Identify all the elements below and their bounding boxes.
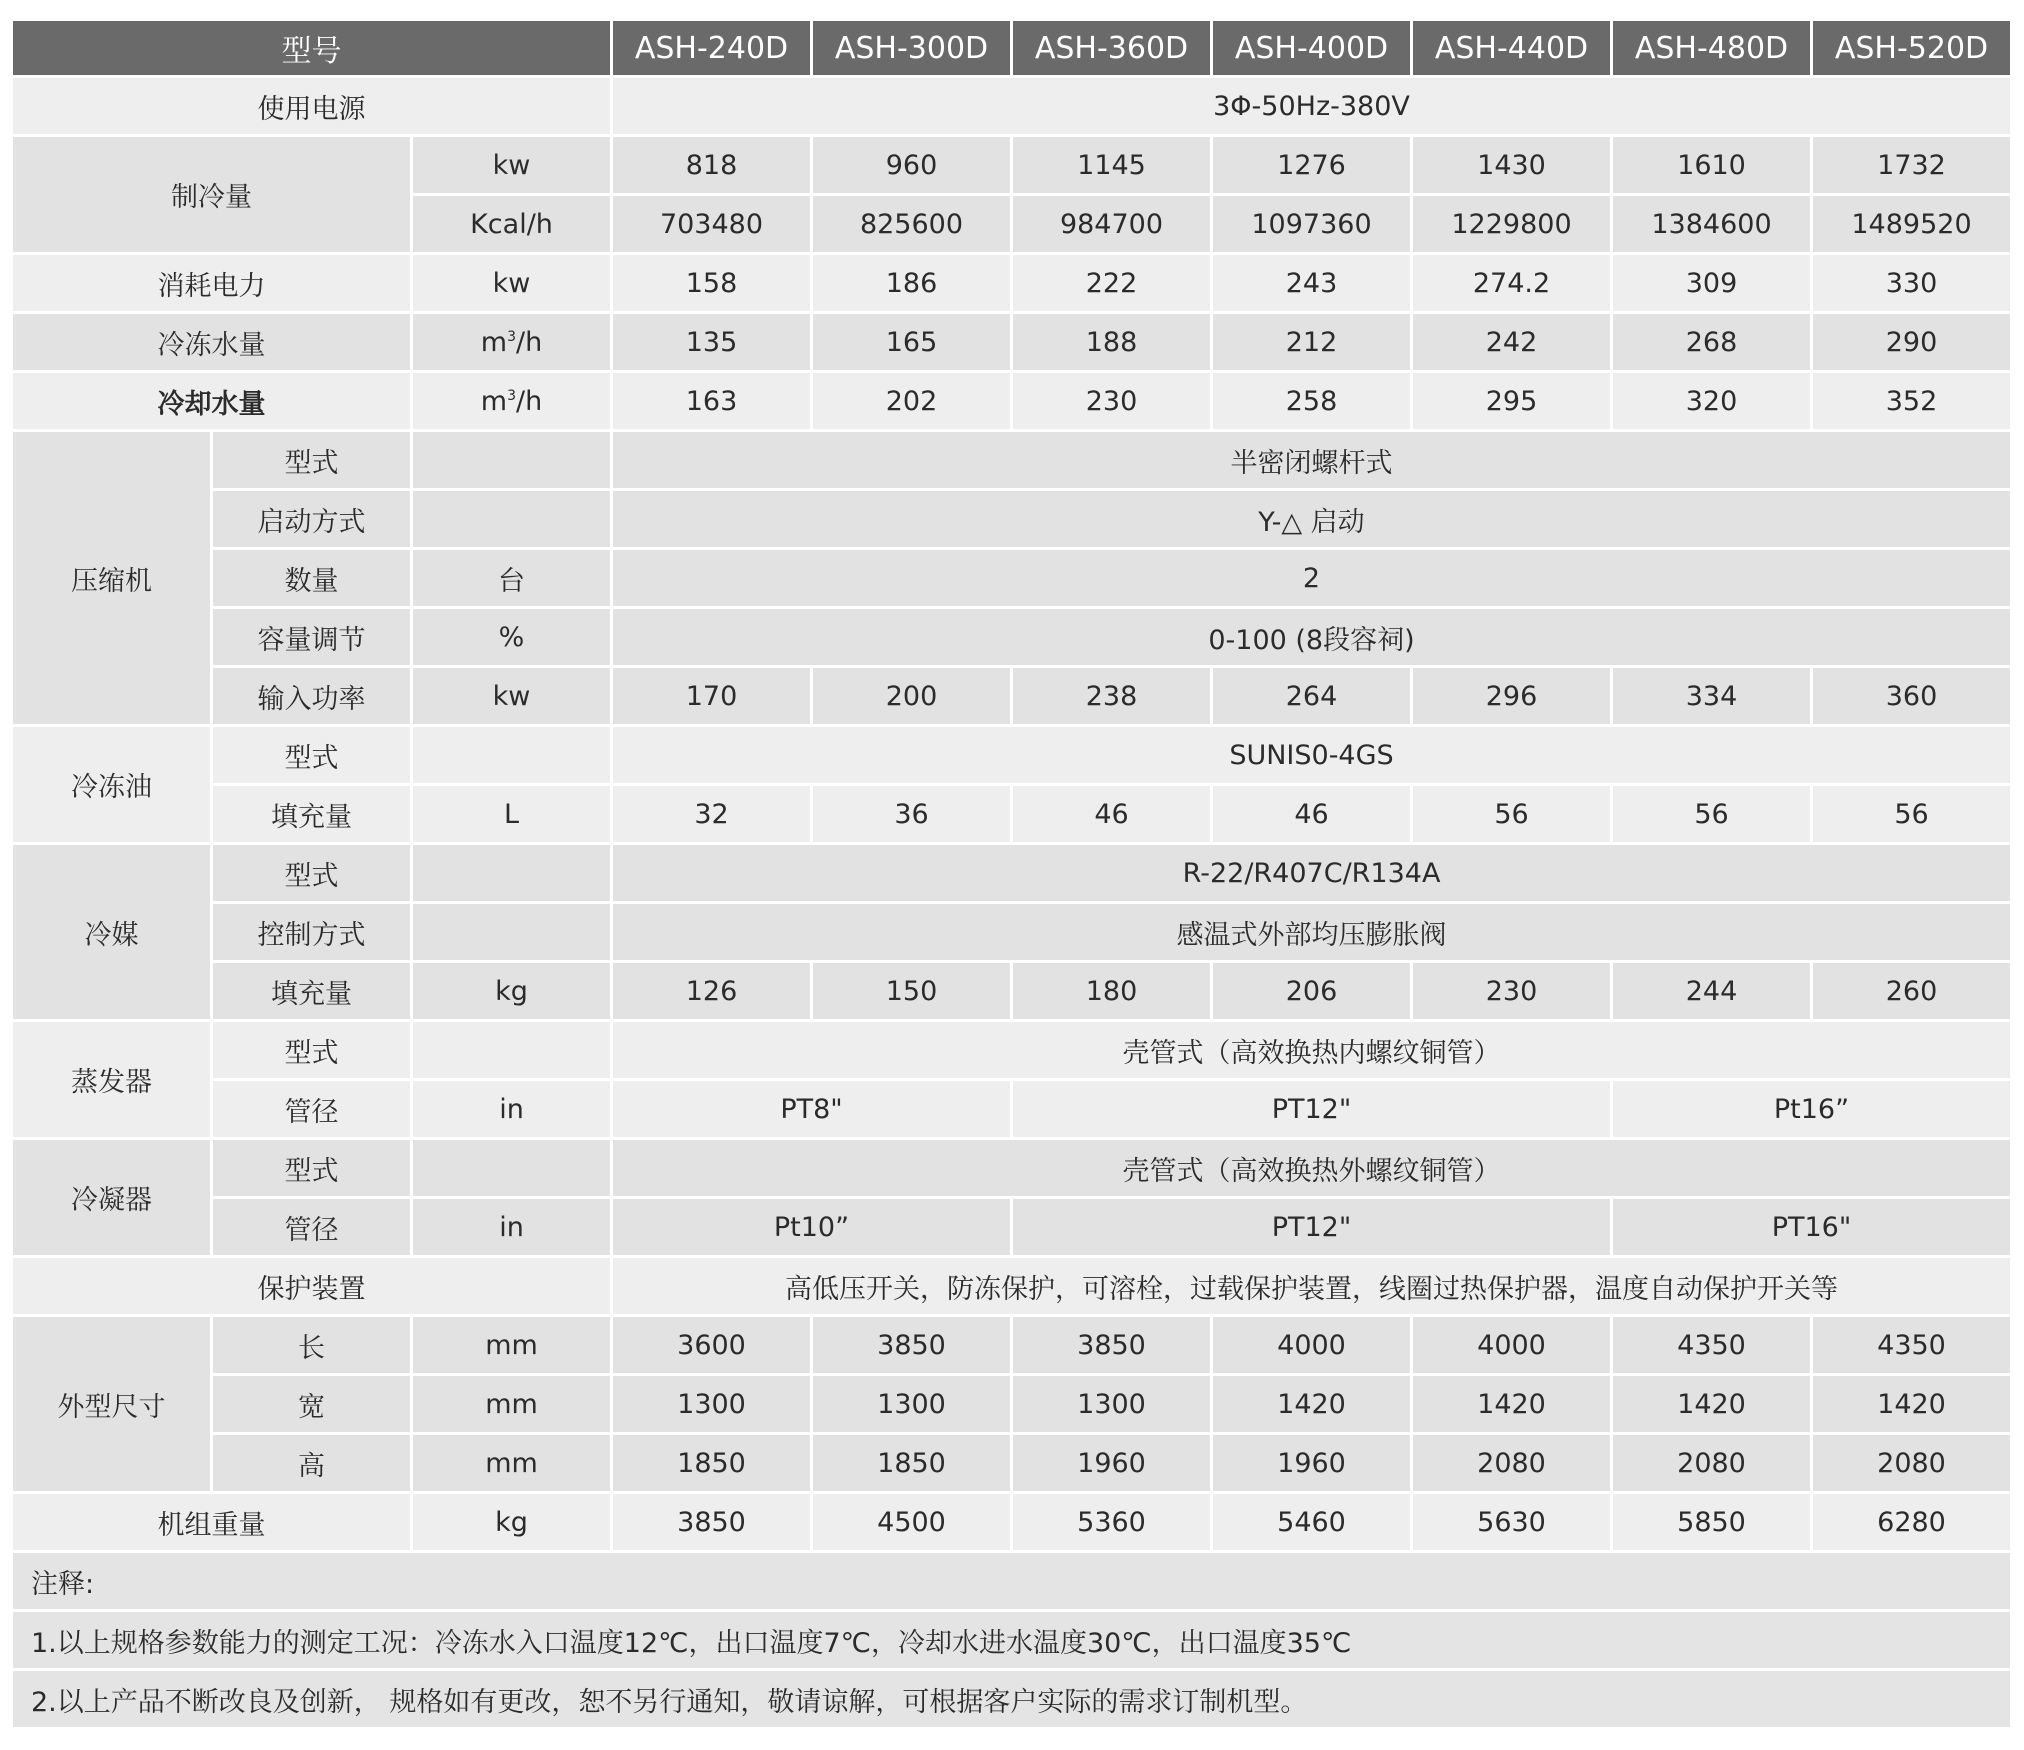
unit-base: m [480, 326, 508, 358]
sub-label: 长 [213, 1317, 410, 1373]
unit-base: m [480, 385, 508, 417]
value-cell: 295 [1413, 373, 1610, 429]
value-cell: 206 [1213, 963, 1410, 1019]
evaporator-pipe-row [13, 1081, 2010, 1137]
value-cell: 1300 [1013, 1376, 1210, 1432]
value-cell: 1420 [1813, 1376, 2010, 1432]
model-header: ASH-400D [1213, 21, 1410, 75]
sub-label: 填充量 [213, 786, 410, 842]
chilled-water-row [13, 314, 2010, 370]
sub-label: 型式 [213, 432, 410, 488]
unit-cell: kw [413, 137, 610, 193]
unit-cell [413, 314, 610, 370]
unit-cell: kw [413, 668, 610, 724]
value-cell: 1420 [1413, 1376, 1610, 1432]
value-cell: 5850 [1613, 1494, 1810, 1550]
value-cell: 1097360 [1213, 196, 1410, 252]
value-cell: 825600 [813, 196, 1010, 252]
value-cell: 186 [813, 255, 1010, 311]
value-cell: 5360 [1013, 1494, 1210, 1550]
oil-label: 冷冻油 [13, 727, 210, 842]
unit-cell: Kcal/h [413, 196, 610, 252]
refrigerant-control-row [13, 904, 2010, 960]
notes-line-row [13, 1612, 2010, 1668]
value-cell: 258 [1213, 373, 1410, 429]
oil-type-row [13, 727, 2010, 783]
cooling-water-row [13, 373, 2010, 429]
value-cell: 202 [813, 373, 1010, 429]
value-cell: 212 [1213, 314, 1410, 370]
unit-cell: L [413, 786, 610, 842]
protection-value: 高低压开关，防冻保护，可溶栓，过载保护装置，线圈过热保护器，温度自动保护开关等 [613, 1258, 2010, 1314]
value-cell: 200 [813, 668, 1010, 724]
sub-label: 管径 [213, 1081, 410, 1137]
sub-label: 高 [213, 1435, 410, 1491]
value-cell: 703480 [613, 196, 810, 252]
value-cell: 188 [1013, 314, 1210, 370]
evaporator-label: 蒸发器 [13, 1022, 210, 1137]
condenser-type-row [13, 1140, 2010, 1196]
unit-cell [413, 432, 610, 488]
unit-cell: kw [413, 255, 610, 311]
unit-cell: kg [413, 963, 610, 1019]
evaporator-type-row [13, 1022, 2010, 1078]
sub-label: 填充量 [213, 963, 410, 1019]
unit-cell: mm [413, 1317, 610, 1373]
unit-sup: 3 [507, 387, 516, 404]
unit-tail: /h [516, 385, 543, 417]
notes-title: 注释: [13, 1553, 2010, 1609]
value-cell: PT12" [1013, 1081, 1610, 1137]
value-cell: 3850 [613, 1494, 810, 1550]
value-cell: 4000 [1413, 1317, 1610, 1373]
value-cell: 4350 [1813, 1317, 2010, 1373]
value-cell: 230 [1413, 963, 1610, 1019]
power-supply-row [13, 78, 2010, 134]
sub-label: 启动方式 [213, 491, 410, 547]
value-cell: 290 [1813, 314, 2010, 370]
value-cell: 1850 [613, 1435, 810, 1491]
value-cell: 126 [613, 963, 810, 1019]
value-cell: 感温式外部均压膨胀阀 [613, 904, 2010, 960]
cooling-water-label: 冷却水量 [13, 373, 410, 429]
value-cell: 壳管式（高效换热外螺纹铜管） [613, 1140, 2010, 1196]
sub-label: 容量调节 [213, 609, 410, 665]
unit-tail: /h [516, 326, 543, 358]
value-cell: 半密闭螺杆式 [613, 432, 2010, 488]
unit-cell [413, 491, 610, 547]
value-cell: 330 [1813, 255, 2010, 311]
value-cell: 3850 [1013, 1317, 1210, 1373]
sub-label: 型式 [213, 845, 410, 901]
unit-cell [413, 373, 610, 429]
value-cell: PT8" [613, 1081, 1010, 1137]
value-cell: 260 [1813, 963, 2010, 1019]
compressor-qty-row [13, 550, 2010, 606]
header-row [13, 21, 2010, 75]
refrigerant-label: 冷媒 [13, 845, 210, 1019]
compressor-type-row [13, 432, 2010, 488]
value-cell: Pt10” [613, 1199, 1010, 1255]
value-cell: 818 [613, 137, 810, 193]
unit-cell: % [413, 609, 610, 665]
unit-cell: mm [413, 1376, 610, 1432]
cooling-capacity-label: 制冷量 [13, 137, 410, 252]
unit-cell: in [413, 1081, 610, 1137]
value-cell: 5630 [1413, 1494, 1610, 1550]
value-cell: 158 [613, 255, 810, 311]
value-cell: 1276 [1213, 137, 1410, 193]
unit-sup: 3 [507, 328, 516, 345]
value-cell: 46 [1013, 786, 1210, 842]
value-cell: 334 [1613, 668, 1810, 724]
value-cell: 1384600 [1613, 196, 1810, 252]
value-cell: 1732 [1813, 137, 2010, 193]
value-cell: 2080 [1813, 1435, 2010, 1491]
oil-charge-row [13, 786, 2010, 842]
dimension-height-row [13, 1435, 2010, 1491]
value-cell: 360 [1813, 668, 2010, 724]
value-cell: 165 [813, 314, 1010, 370]
value-cell: 5460 [1213, 1494, 1410, 1550]
value-cell: 36 [813, 786, 1010, 842]
value-cell: 1960 [1213, 1435, 1410, 1491]
model-header: ASH-480D [1613, 21, 1810, 75]
value-cell: SUNIS0-4GS [613, 727, 2010, 783]
power-consumption-row [13, 255, 2010, 311]
model-label: 型号 [13, 21, 610, 75]
value-cell: 243 [1213, 255, 1410, 311]
chilled-water-label: 冷冻水量 [13, 314, 410, 370]
value-cell: PT16" [1613, 1199, 2010, 1255]
value-cell: 1489520 [1813, 196, 2010, 252]
value-cell: 320 [1613, 373, 1810, 429]
value-cell: 238 [1013, 668, 1210, 724]
unit-cell: in [413, 1199, 610, 1255]
value-cell: 3600 [613, 1317, 810, 1373]
value-cell: 4350 [1613, 1317, 1810, 1373]
value-cell: 352 [1813, 373, 2010, 429]
sub-label: 宽 [213, 1376, 410, 1432]
model-header: ASH-440D [1413, 21, 1610, 75]
value-cell: 2080 [1413, 1435, 1610, 1491]
value-cell: 2 [613, 550, 2010, 606]
value-cell: Pt16” [1613, 1081, 2010, 1137]
compressor-capacity-row [13, 609, 2010, 665]
unit-cell: kg [413, 1494, 610, 1550]
model-header: ASH-360D [1013, 21, 1210, 75]
value-cell: 56 [1613, 786, 1810, 842]
value-cell: 170 [613, 668, 810, 724]
condenser-label: 冷凝器 [13, 1140, 210, 1255]
refrigerant-charge-row [13, 963, 2010, 1019]
model-header: ASH-240D [613, 21, 810, 75]
value-cell: 4000 [1213, 1317, 1410, 1373]
note-line: 1.以上规格参数能力的测定工况：冷冻水入口温度12℃，出口温度7℃，冷却水进水温度30℃，出口温度35℃ [13, 1612, 2010, 1668]
cooling-capacity-kw-row [13, 137, 2010, 193]
value-cell: 264 [1213, 668, 1410, 724]
unit-cell [413, 1140, 610, 1196]
value-cell: 6280 [1813, 1494, 2010, 1550]
value-cell: 56 [1813, 786, 2010, 842]
value-cell: 32 [613, 786, 810, 842]
value-cell: Y-△ 启动 [613, 491, 2010, 547]
value-cell: R-22/R407C/R134A [613, 845, 2010, 901]
value-cell: 309 [1613, 255, 1810, 311]
model-header: ASH-300D [813, 21, 1010, 75]
dimension-width-row [13, 1376, 2010, 1432]
unit-cell [413, 1022, 610, 1078]
value-cell: 56 [1413, 786, 1610, 842]
value-cell: 163 [613, 373, 810, 429]
unit-cell: mm [413, 1435, 610, 1491]
value-cell: PT12" [1013, 1199, 1610, 1255]
value-cell: 984700 [1013, 196, 1210, 252]
dimension-length-row [13, 1317, 2010, 1373]
unit-cell [413, 904, 610, 960]
note-line: 2.以上产品不断改良及创新， 规格如有更改，恕不另行通知，敬请谅解，可根据客户实际的需求订制机型。 [13, 1671, 2010, 1727]
protection-row [13, 1258, 2010, 1314]
model-header: ASH-520D [1813, 21, 2010, 75]
unit-cell: 台 [413, 550, 610, 606]
value-cell: 135 [613, 314, 810, 370]
compressor-start-row [13, 491, 2010, 547]
power-consumption-label: 消耗电力 [13, 255, 410, 311]
value-cell: 46 [1213, 786, 1410, 842]
value-cell: 1610 [1613, 137, 1810, 193]
notes-line-row [13, 1671, 2010, 1727]
unit-cell [413, 727, 610, 783]
refrigerant-type-row [13, 845, 2010, 901]
value-cell: 1850 [813, 1435, 1010, 1491]
value-cell: 壳管式（高效换热内螺纹铜管） [613, 1022, 2010, 1078]
sub-label: 型式 [213, 1022, 410, 1078]
value-cell: 4500 [813, 1494, 1010, 1550]
sub-label: 控制方式 [213, 904, 410, 960]
value-cell: 1300 [813, 1376, 1010, 1432]
sub-label: 型式 [213, 727, 410, 783]
value-cell: 1229800 [1413, 196, 1610, 252]
condenser-pipe-row [13, 1199, 2010, 1255]
value-cell: 150 [813, 963, 1010, 1019]
protection-label: 保护装置 [13, 1258, 610, 1314]
dimensions-label: 外型尺寸 [13, 1317, 210, 1491]
sub-label: 管径 [213, 1199, 410, 1255]
value-cell: 2080 [1613, 1435, 1810, 1491]
value-cell: 230 [1013, 373, 1210, 429]
value-cell: 1960 [1013, 1435, 1210, 1491]
value-cell: 1145 [1013, 137, 1210, 193]
value-cell: 1300 [613, 1376, 810, 1432]
compressor-label: 压缩机 [13, 432, 210, 724]
value-cell: 244 [1613, 963, 1810, 1019]
value-cell: 180 [1013, 963, 1210, 1019]
value-cell: 0-100 (8段容祠) [613, 609, 2010, 665]
unit-cell [413, 845, 610, 901]
weight-row [13, 1494, 2010, 1550]
sub-label: 型式 [213, 1140, 410, 1196]
weight-label: 机组重量 [13, 1494, 410, 1550]
compressor-input-power-row [13, 668, 2010, 724]
sub-label: 输入功率 [213, 668, 410, 724]
value-cell: 1430 [1413, 137, 1610, 193]
spec-table [10, 18, 2013, 1730]
value-cell: 222 [1013, 255, 1210, 311]
value-cell: 274.2 [1413, 255, 1610, 311]
value-cell: 960 [813, 137, 1010, 193]
value-cell: 1420 [1613, 1376, 1810, 1432]
power-supply-label: 使用电源 [13, 78, 610, 134]
value-cell: 268 [1613, 314, 1810, 370]
value-cell: 3850 [813, 1317, 1010, 1373]
sub-label: 数量 [213, 550, 410, 606]
value-cell: 296 [1413, 668, 1610, 724]
power-supply-value: 3Φ-50Hz-380V [613, 78, 2010, 134]
notes-title-row [13, 1553, 2010, 1609]
value-cell: 242 [1413, 314, 1610, 370]
value-cell: 1420 [1213, 1376, 1410, 1432]
